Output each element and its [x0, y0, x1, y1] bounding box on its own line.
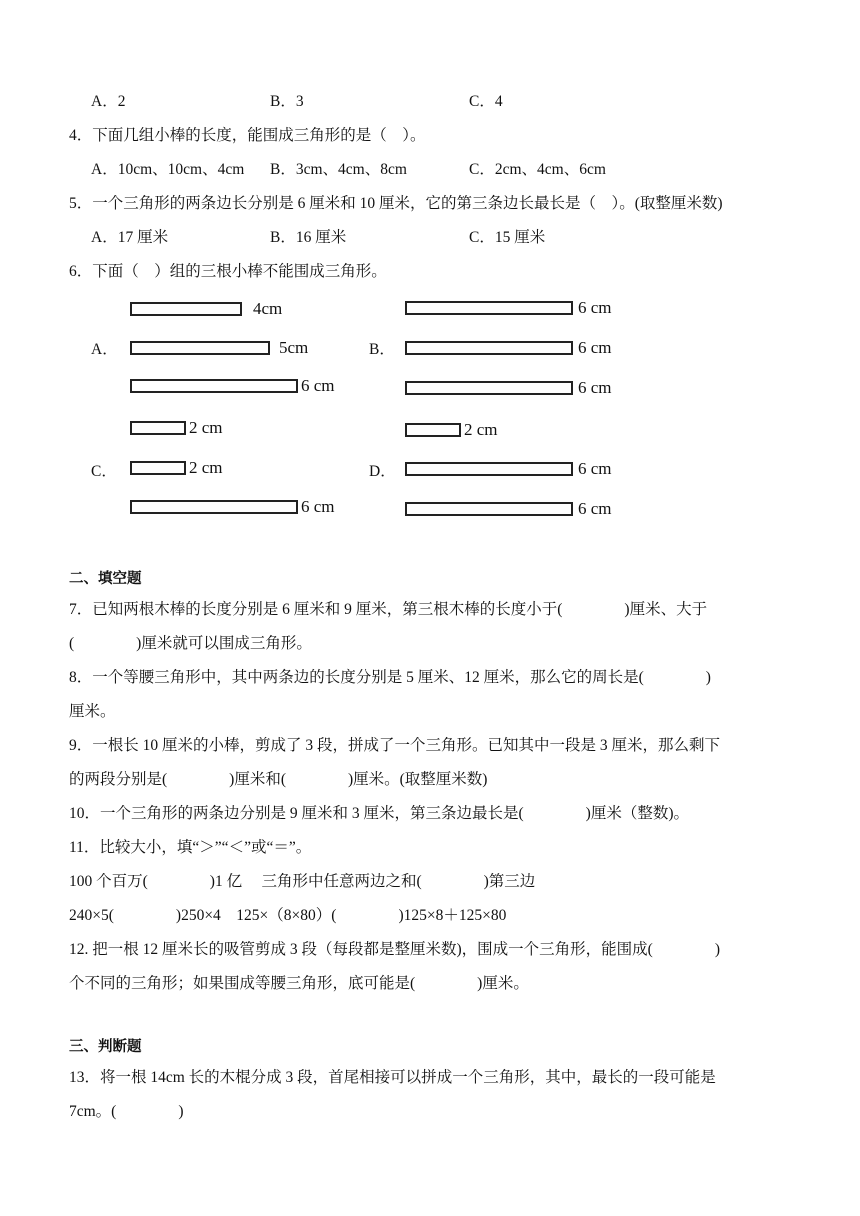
q7-line-2: ( )厘米就可以围成三角形。 — [69, 635, 312, 652]
q12-line-2: 个不同的三角形；如果围成等腰三角形，底可能是( )厘米。 — [69, 975, 529, 992]
q9-line-2: 的两段分别是( )厘米和( )厘米。(取整厘米数) — [69, 771, 488, 788]
q13-line-2: 7cm。( ) — [69, 1103, 184, 1120]
q6-option-a-letter: A． — [91, 341, 118, 358]
q4-option-c: C．2cm、4cm、6cm — [469, 161, 606, 178]
q7-line-1: 7．已知两根木棒的长度分别是 6 厘米和 9 厘米，第三根木棒的长度小于( )厘米、大于 — [69, 601, 708, 618]
stick — [130, 461, 186, 475]
stick-label: 6 cm — [578, 378, 612, 397]
q5-option-c: C．15 厘米 — [469, 229, 546, 246]
q12-line-1: 12. 把一根 12 厘米长的吸管剪成 3 段（每段都是整厘米数)，围成一个三角形，能围成( ) — [69, 941, 720, 958]
q9-line-1: 9．一根长 10 厘米的小棒，剪成了 3 段，拼成了一个三角形。已知其中一段是 3 厘米，那么剩下 — [69, 737, 721, 754]
q5-stem: 5．一个三角形的两条边长分别是 6 厘米和 10 厘米，它的第三条边长最长是（ ）。(取整厘米数) — [69, 195, 723, 212]
stick-label: 2 cm — [464, 420, 498, 439]
q6-option-d-letter: D． — [369, 463, 396, 480]
stick-label: 6 cm — [578, 338, 612, 357]
stick — [405, 341, 573, 355]
stick — [130, 302, 242, 316]
q5-option-b: B．16 厘米 — [270, 229, 347, 246]
q6-stem: 6．下面（ ）组的三根小棒不能围成三角形。 — [69, 263, 387, 280]
stick — [130, 421, 186, 435]
q11-line-3: 240×5( )250×4 125×（8×80）( )125×8＋125×80 — [69, 907, 507, 924]
q6-option-c-letter: C． — [91, 463, 117, 480]
stick — [405, 502, 573, 516]
stick-label: 6 cm — [578, 499, 612, 518]
stick-label: 6 cm — [301, 497, 335, 516]
stick-label: 6 cm — [301, 376, 335, 395]
stick-label: 4cm — [253, 299, 283, 318]
q13-line-1: 13．将一根 14cm 长的木棍分成 3 段，首尾相接可以拼成一个三角形，其中，最长的一段可能是 — [69, 1069, 716, 1086]
q4-option-a: A．10cm、10cm、4cm — [91, 161, 245, 178]
stick-label: 2 cm — [189, 458, 223, 477]
stick — [405, 381, 573, 395]
q3-option-a: A．2 — [91, 93, 126, 110]
q5-option-a: A．17 厘米 — [91, 229, 169, 246]
section-title: 二、填空题 — [69, 571, 142, 587]
stick-label: 6 cm — [578, 298, 612, 317]
stick-label: 6 cm — [578, 459, 612, 478]
stick — [405, 462, 573, 476]
q3-option-c: C．4 — [469, 93, 503, 110]
section-title: 三、判断题 — [69, 1039, 142, 1055]
q4-stem: 4．下面几组小棒的长度，能围成三角形的是（ ）。 — [69, 127, 426, 144]
stick — [405, 301, 573, 315]
q11-line-1: 11．比较大小，填“＞”“＜”或“＝”。 — [69, 839, 312, 856]
q8-line-2: 厘米。 — [69, 703, 116, 720]
q6-option-b-letter: B． — [369, 341, 395, 358]
q4-option-b: B．3cm、4cm、8cm — [270, 161, 407, 178]
stick-label: 5cm — [279, 338, 309, 357]
q3-option-b: B．3 — [270, 93, 304, 110]
q11-line-2: 100 个百万( )1 亿 三角形中任意两边之和( )第三边 — [69, 873, 536, 890]
stick — [130, 341, 270, 355]
stick — [130, 379, 298, 393]
stick — [405, 423, 461, 437]
q8-line-1: 8．一个等腰三角形中，其中两条边的长度分别是 5 厘米、12 厘米，那么它的周长是( ) — [69, 669, 711, 686]
stick — [130, 500, 298, 514]
stick-label: 2 cm — [189, 418, 223, 437]
q10-line-1: 10．一个三角形的两条边分别是 9 厘米和 3 厘米，第三条边最长是( )厘米（整数)。 — [69, 805, 689, 822]
